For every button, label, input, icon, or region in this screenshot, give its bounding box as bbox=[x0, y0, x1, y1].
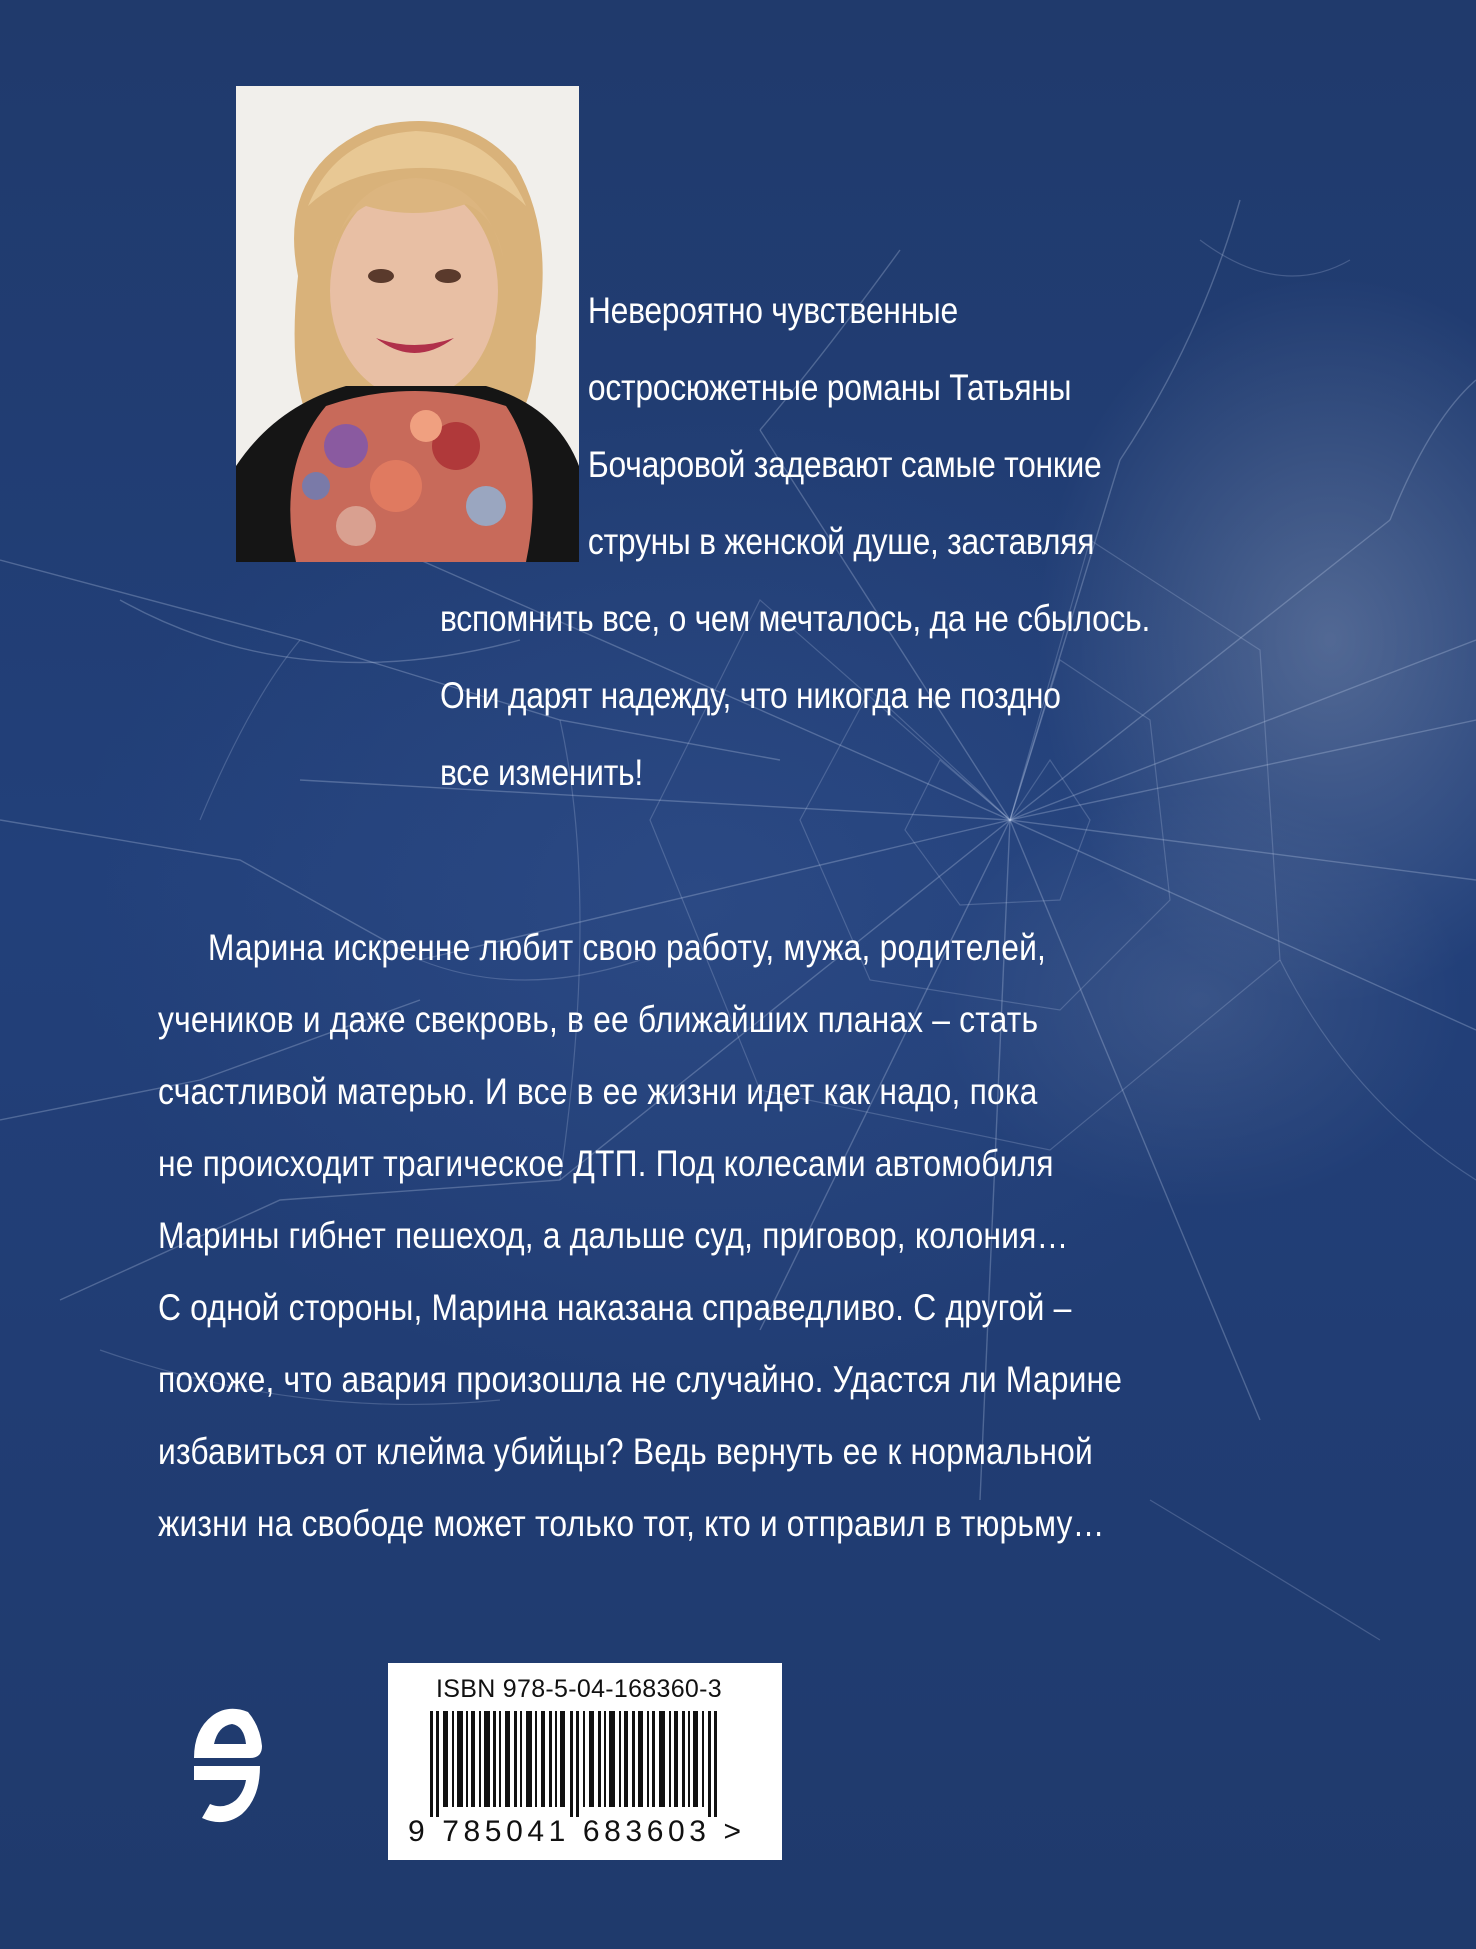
barcode-digits: 9 785041 683603 > bbox=[408, 1815, 746, 1848]
description-line: учеников и даже свекровь, в ее ближайших планах – стать bbox=[158, 999, 1039, 1040]
description-line: С одной стороны, Марина наказана справедливо. С другой – bbox=[158, 1287, 1072, 1328]
description-line: счастливой матерью. И все в ее жизни идет как надо, пока bbox=[158, 1071, 1038, 1112]
description-line: Марина искренне любит свою работу, мужа, родителей, bbox=[207, 927, 1047, 968]
description-line: не происходит трагическое ДТП. Под колесами автомобиля bbox=[158, 1143, 1054, 1184]
intro-line: вспомнить все, о чем мечталось, да не сбылось. bbox=[440, 598, 1151, 639]
intro-line: струны в женской душе, заставляя bbox=[587, 521, 1095, 562]
intro-line: Бочаровой задевают самые тонкие bbox=[587, 444, 1102, 485]
description-line: жизни на свободе может только тот, кто и отправил в тюрьму… bbox=[158, 1503, 1105, 1544]
intro-line: все изменить! bbox=[440, 752, 643, 793]
book-description bbox=[158, 912, 1156, 1560]
intro-line: Они дарят надежду, что никогда не поздно bbox=[440, 675, 1061, 716]
description-line: избавиться от клейма убийцы? Ведь вернуть ее к нормальной bbox=[158, 1431, 1093, 1472]
barcode-icon bbox=[430, 1711, 740, 1817]
isbn-barcode bbox=[388, 1663, 782, 1860]
description-line: Марины гибнет пешеход, а дальше суд, приговор, колония… bbox=[158, 1215, 1069, 1256]
description-line: похоже, что авария произошла не случайно. Удастся ли Марине bbox=[158, 1359, 1123, 1400]
author-intro bbox=[440, 272, 1151, 811]
eksmo-logo-icon bbox=[184, 1698, 270, 1830]
intro-line: остросюжетные романы Татьяны bbox=[587, 367, 1072, 408]
isbn-label: ISBN 978-5-04-168360-3 bbox=[436, 1675, 722, 1703]
intro-line: Невероятно чувственные bbox=[587, 290, 958, 331]
